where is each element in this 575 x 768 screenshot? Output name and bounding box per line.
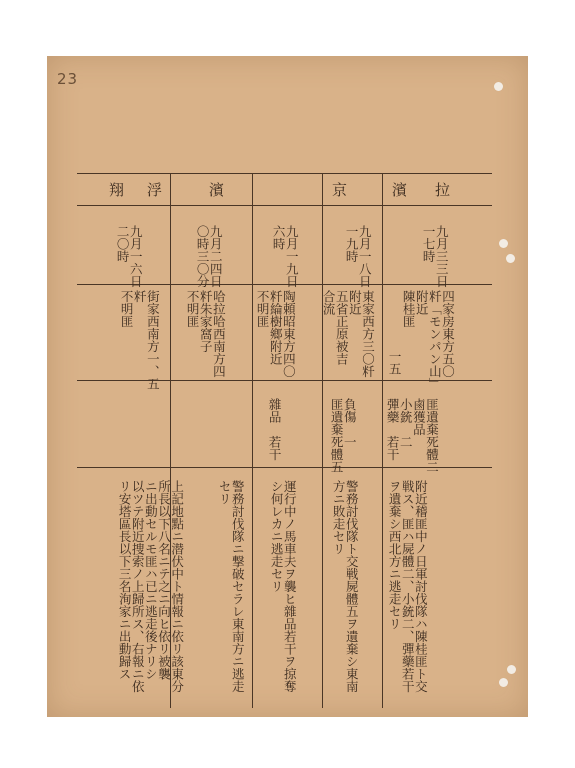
loot-cell: 負傷 一 匪遺棄死體五	[329, 398, 358, 473]
location-cell: 四家房東方五〇 粁「モンパン山」 附近 陳桂匪	[401, 290, 456, 390]
remarks-cell: 附近稽匪中ノ日軍討伐隊ハ陳桂匪ト交 戦ス、匪ハ屍體二、小銃二、彈藥若干 ヲ遺棄シ西北方ニ逃走セリ	[387, 480, 429, 693]
table-rule	[77, 173, 492, 174]
header-char: 濱	[392, 181, 408, 199]
column-rule	[322, 173, 323, 708]
loot-cell: 匪遺棄死體二 鹵獲品 小銃 二 彈藥 若干	[385, 398, 440, 473]
punch-hole	[499, 239, 508, 248]
date-cell: 九月三三日 一七時	[421, 225, 450, 288]
header-char: 京	[332, 181, 348, 199]
table-rule	[77, 205, 492, 206]
punch-hole	[507, 665, 516, 674]
header-char: 濱	[209, 181, 225, 199]
location-cell: 街家西南方一、五 粁 不明匪	[119, 290, 161, 390]
punch-hole	[506, 254, 515, 263]
column-rule	[382, 173, 383, 708]
header-char: 拉	[435, 181, 451, 199]
date-cell: 九月一九日 六時	[271, 225, 300, 288]
date-cell: 九月一八日 一九時	[344, 225, 373, 288]
header-char: 浮	[147, 181, 163, 199]
location-cell: 東家西方三〇粁 附近 五省正原被吉 合流	[321, 290, 376, 378]
remarks-cell: 警務討伐隊ニ撃破セラレ東南方ニ逃走 セリ	[217, 480, 246, 693]
remarks-cell: 警務討伐隊ト交戦屍體五ヲ遺棄シ東南 方ニ敗走セリ	[331, 480, 360, 693]
remarks-cell: 上記地點ニ潜伏中ト情報ニ依リ該東分 所長以下八名ニテ之ニ向ヒ依リ被襲 ニ出動セルモ匪ハ已ニ逃走後ナリシ 以ツテ附近捜索ノ上歸所ス、右報ニ依 リ安塔區長以下三名洵家ニ出動歸ス	[117, 480, 185, 693]
loot-cell: 雜品 若干	[267, 398, 283, 461]
date-cell: 九月二四日 〇時三〇分	[195, 225, 224, 288]
column-rule	[252, 173, 253, 708]
location-cell: 哈拉哈西南方四 粁朱家窩子 不明匪	[185, 290, 227, 378]
date-cell: 九月一六日 二〇時	[115, 225, 144, 288]
punch-hole	[499, 678, 508, 687]
punch-hole	[494, 82, 503, 91]
location-cell: 陶頼昭東方四〇 粁綸樹鄉附近 不明匪	[255, 290, 297, 378]
remarks-cell: 運行中ノ馬車夫ヲ襲ヒ雜品若干ヲ掠奪 シ何レカニ逃走セリ	[269, 480, 298, 693]
page-number: 23	[57, 70, 79, 88]
header-char: 翔	[109, 181, 125, 199]
count-cell: 一五	[387, 350, 403, 375]
